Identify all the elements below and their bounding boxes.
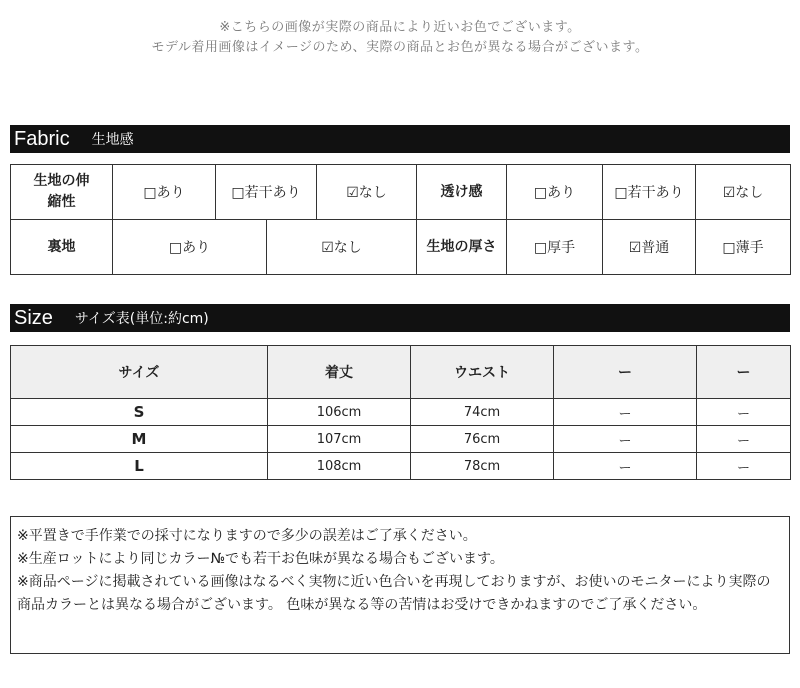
size-header-en: Size xyxy=(14,306,53,329)
fabric-header-jp: 生地感 xyxy=(91,132,134,148)
waist-cell: 74cm xyxy=(411,399,554,426)
waist-cell: 78cm xyxy=(411,453,554,480)
empty-cell: ー xyxy=(554,399,697,426)
size-label: L xyxy=(11,453,268,480)
notes-box xyxy=(10,516,790,654)
note-line-3: ※商品ページに掲載されている画像はなるべく実物に近い色合いを再現しておりますが、お使いのモニターにより実際の商品カラーとは異なる場合がございます。 色味が異なる等の苦情はお受けできかねますのでご了承ください。 xyxy=(17,574,771,613)
empty-cell: ー xyxy=(697,426,791,453)
col-header-empty-2: ー xyxy=(697,346,791,399)
empty-cell: ー xyxy=(697,453,791,480)
stretch-option-slight: □若干あり xyxy=(216,165,317,220)
fabric-header-bar xyxy=(10,125,790,153)
sheer-option-none: ☑なし xyxy=(696,165,791,220)
thickness-option-thin: □薄手 xyxy=(696,220,791,275)
length-cell: 107cm xyxy=(268,426,411,453)
thickness-option-normal: ☑普通 xyxy=(603,220,696,275)
table-row xyxy=(11,453,791,480)
length-cell: 106cm xyxy=(268,399,411,426)
sheer-option-yes: □あり xyxy=(507,165,603,220)
table-row xyxy=(11,399,791,426)
col-header-empty-1: ー xyxy=(554,346,697,399)
empty-cell: ー xyxy=(554,453,697,480)
col-header-size: サイズ xyxy=(11,346,268,399)
waist-cell: 76cm xyxy=(411,426,554,453)
sheer-option-slight: □若干あり xyxy=(603,165,696,220)
thickness-option-thick: □厚手 xyxy=(507,220,603,275)
lining-option-yes: □あり xyxy=(113,220,267,275)
size-header-bar xyxy=(10,304,790,332)
stretch-label: 生地の伸縮性 xyxy=(11,165,113,220)
stretch-option-none: ☑なし xyxy=(317,165,417,220)
size-table-header xyxy=(11,346,791,399)
col-header-waist: ウエスト xyxy=(411,346,554,399)
size-header-jp: サイズ表(単位:約cm) xyxy=(74,311,209,327)
sheer-label: 透け感 xyxy=(417,165,507,220)
note-line-1: ※平置きで手作業での採寸になりますので多少の誤差はご了承ください。 xyxy=(17,528,477,544)
empty-cell: ー xyxy=(554,426,697,453)
fabric-row-lining-thickness xyxy=(11,220,791,275)
lining-label: 裏地 xyxy=(11,220,113,275)
length-cell: 108cm xyxy=(268,453,411,480)
size-label: S xyxy=(11,399,268,426)
fabric-row-stretch-sheer xyxy=(11,165,791,220)
fabric-table xyxy=(10,164,791,275)
note-line-2: ※生産ロットにより同じカラー№でも若干お色味が異なる場合もございます。 xyxy=(17,551,504,567)
thickness-label: 生地の厚さ xyxy=(417,220,507,275)
notice-line-1: ※こちらの画像が実際の商品により近いお色でございます。 xyxy=(219,20,581,35)
notice-line-2: モデル着用画像はイメージのため、実際の商品とお色が異なる場合がございます。 xyxy=(151,40,649,55)
lining-option-none: ☑なし xyxy=(267,220,417,275)
table-row xyxy=(11,426,791,453)
stretch-option-yes: □あり xyxy=(113,165,216,220)
col-header-length: 着丈 xyxy=(268,346,411,399)
fabric-header-en: Fabric xyxy=(14,127,70,150)
empty-cell: ー xyxy=(697,399,791,426)
size-table xyxy=(10,345,791,480)
size-label: M xyxy=(11,426,268,453)
